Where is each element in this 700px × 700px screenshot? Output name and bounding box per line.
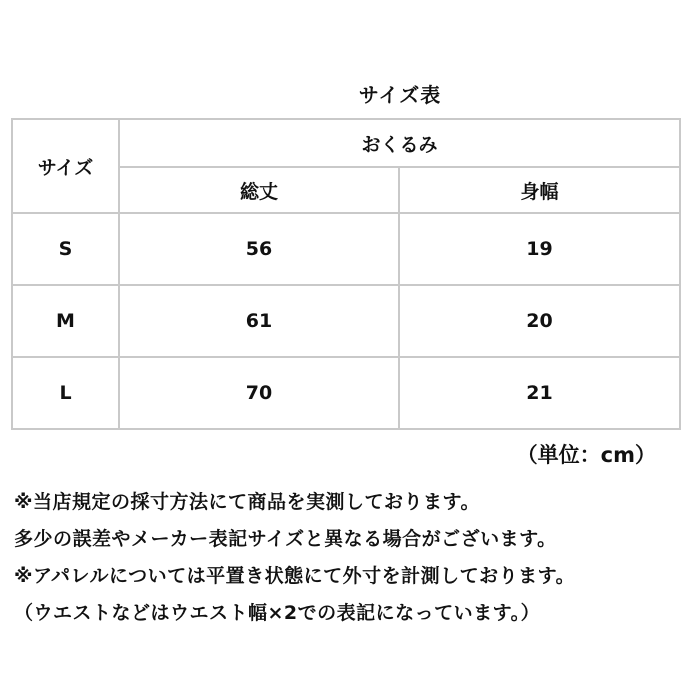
product-name-header: おくるみ (119, 119, 680, 167)
size-label-cell: S (12, 213, 119, 285)
note-line: ※アパレルについては平置き状態にて外寸を計測しております。 (14, 565, 576, 587)
width-column-header: 身幅 (399, 167, 680, 213)
note-line: （ウエストなどはウエスト幅×2での表記になっています。） (14, 602, 541, 624)
table-row (12, 213, 680, 285)
width-value-cell: 19 (399, 213, 680, 285)
size-label-cell: M (12, 285, 119, 357)
size-chart-table (11, 118, 681, 430)
note-line: ※当店規定の採寸方法にて商品を実測しております。 (14, 491, 480, 513)
size-column-header: サイズ (12, 119, 119, 213)
size-label-cell: L (12, 357, 119, 429)
table-row (12, 285, 680, 357)
width-value-cell: 20 (399, 285, 680, 357)
length-value-cell: 56 (119, 213, 399, 285)
table-row (12, 357, 680, 429)
length-column-header: 総丈 (119, 167, 399, 213)
measurement-notes (14, 484, 694, 632)
width-value-cell: 21 (399, 357, 680, 429)
length-value-cell: 61 (119, 285, 399, 357)
page-title: サイズ表 (358, 83, 442, 107)
unit-label: （単位：cm） (516, 443, 656, 467)
note-line: 多少の誤差やメーカー表記サイズと異なる場合がございます。 (14, 528, 557, 550)
length-value-cell: 70 (119, 357, 399, 429)
table-header-row (12, 119, 680, 167)
